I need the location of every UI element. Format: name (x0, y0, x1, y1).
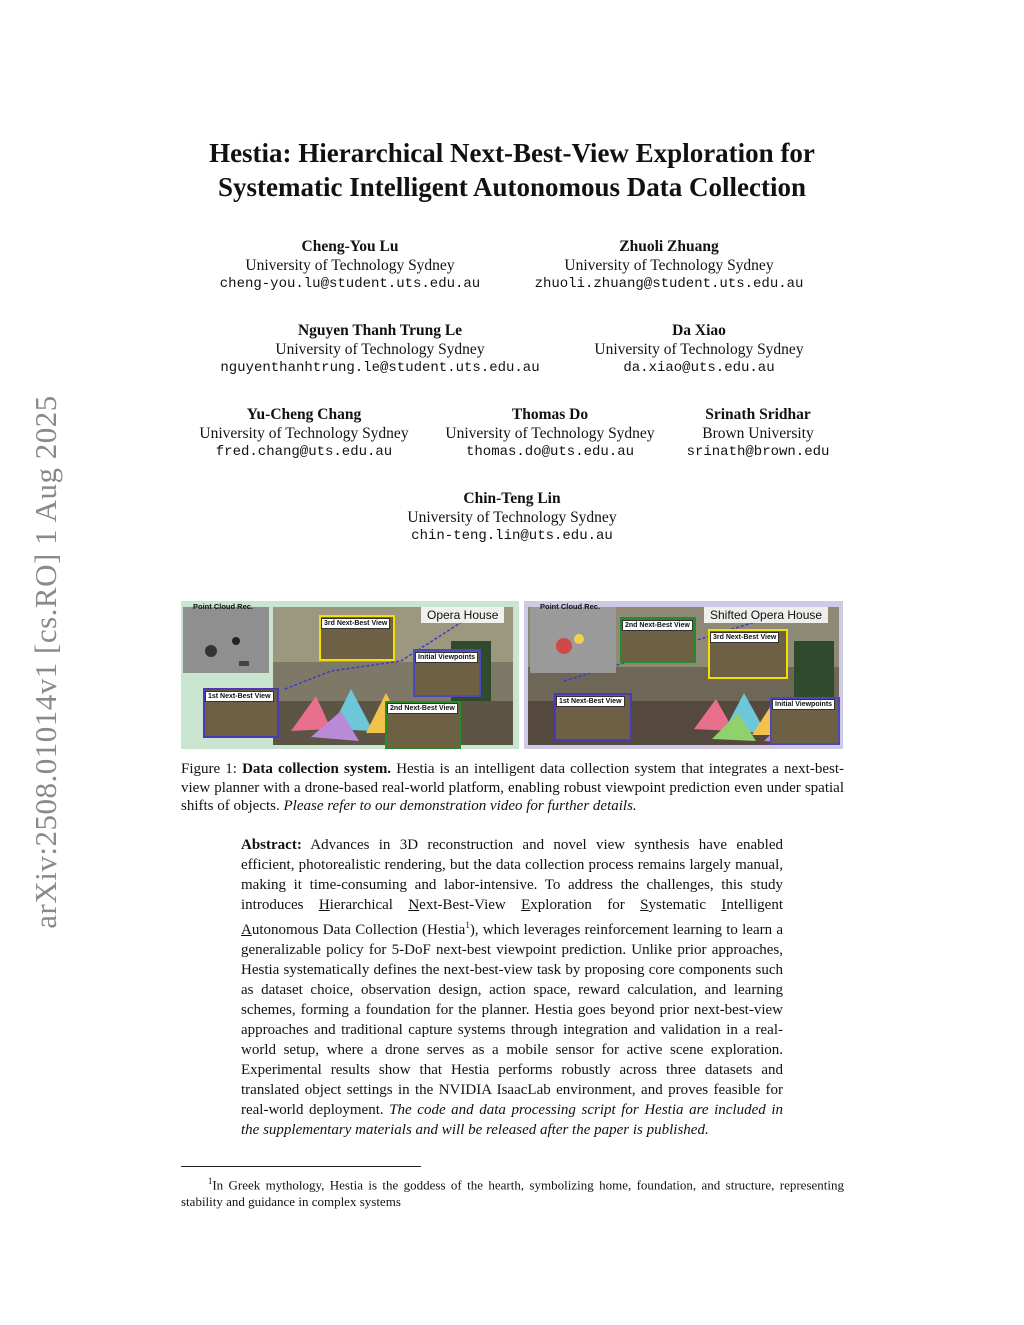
abstract (241, 835, 783, 1140)
abstract-italic: The code and data processing script for Hestia are included in the supplementary materials and will be released after the paper is published. (241, 1102, 783, 1138)
acronym-word: ntelligent (726, 897, 783, 913)
footnote-reference[interactable]: 1 (465, 920, 470, 930)
view-label: Initial Viewpoints (772, 699, 835, 710)
acronym-letter: S (640, 897, 649, 913)
abstract-text: Advances in 3D reconstruction and novel view synthesis have enabled efficient, photorealistic rendering, but the data collection process remains largely manual, making it time-consuming and labor-intensive. To address the challenges, this study introduces (241, 837, 783, 913)
acronym-letter: N (408, 897, 420, 913)
footnote (181, 1173, 844, 1210)
paper-title (150, 136, 874, 204)
footnote-mark: 1 (207, 1176, 213, 1186)
author-email[interactable]: srinath@brown.edu (686, 444, 830, 460)
author-email[interactable]: nguyenthanhtrung.le@student.uts.edu.au (220, 360, 540, 376)
author-affiliation: Brown University (702, 425, 814, 442)
author-block (382, 489, 642, 546)
footnote-divider (181, 1166, 421, 1167)
acronym-word: utonomous Data Collection (Hestia (251, 922, 466, 938)
author-name: Cheng-You Lu (301, 238, 399, 255)
author-email[interactable]: cheng-you.lu@student.uts.edu.au (219, 276, 481, 292)
author-block (200, 321, 560, 378)
author-email[interactable]: zhuoli.zhuang@student.uts.edu.au (534, 276, 804, 292)
author-affiliation: University of Technology Sydney (199, 425, 409, 442)
acronym-word: ierarchical (329, 897, 409, 913)
author-block (676, 405, 840, 462)
author-email[interactable]: da.xiao@uts.edu.au (623, 360, 775, 376)
point-cloud-label: Point Cloud Rec. (540, 602, 600, 611)
author-name: Chin-Teng Lin (463, 490, 561, 507)
title-line-2: Systematic Intelligent Autonomous Data Collection (218, 172, 806, 202)
author-email[interactable]: fred.chang@uts.edu.au (215, 444, 393, 460)
author-email[interactable]: chin-teng.lin@uts.edu.au (411, 528, 613, 544)
author-name: Thomas Do (511, 406, 589, 423)
abstract-text: ), which leverages reinforcement learning to learn a generalizable policy for 5-DoF next-best viewpoint prediction. Unlike prior approaches, Hestia systematically defines the next-best-view task by proposing core components such as dataset choice, observation design, action space, reward calculation, and learning schemes, forming a foundation for the planner. Hestia goes beyond prior next-best-view approaches and traditional capture systems through integration and validation in a real-world setup, where a drone serves as a mobile sensor for active scene exploration. Experimental results show that Hestia performs robustly across three datasets and translated object settings in the NVIDIA IsaacLab environment, and proves feasible for real-world deployment. (241, 922, 783, 1118)
caption-italic: Please refer to our demonstration video for further details. (283, 798, 637, 814)
view-label: 2nd Next-Best View (622, 620, 693, 631)
footnote-text: In Greek mythology, Hestia is the goddess of the hearth, symbolizing home, foundation, and structure, representing stability and guidance in complex systems (181, 1177, 845, 1210)
author-name: Nguyen Thanh Trung Le (297, 322, 463, 339)
caption-prefix: Figure 1: (181, 761, 243, 777)
acronym-word: ext-Best-View (419, 897, 522, 913)
acronym-word: ystematic (648, 897, 722, 913)
title-line-1: Hestia: Hierarchical Next-Best-View Exploration for (209, 138, 815, 168)
view-label: 1st Next-Best View (205, 691, 274, 702)
point-cloud-label: Point Cloud Rec. (193, 602, 253, 611)
arxiv-identifier: arXiv:2508.01014v1 [cs.RO] 1 Aug 2025 (28, 395, 63, 929)
caption-bold: Data collection system. (242, 761, 392, 777)
author-name: Srinath Sridhar (705, 406, 811, 423)
author-block (570, 321, 828, 378)
author-block (430, 405, 670, 462)
acronym-letter: I (721, 897, 727, 913)
author-block (514, 237, 824, 294)
author-name: Zhuoli Zhuang (619, 238, 719, 255)
acronym-word: xploration for (530, 897, 641, 913)
view-label: 2nd Next-Best View (387, 703, 458, 714)
figure-panel-opera-house (181, 601, 519, 749)
author-block (184, 405, 424, 462)
author-affiliation: University of Technology Sydney (407, 509, 617, 526)
author-affiliation: University of Technology Sydney (564, 257, 774, 274)
scene-title: Opera House (421, 607, 504, 623)
acronym-letter: A (241, 922, 252, 938)
view-label: 3rd Next-Best View (321, 618, 390, 629)
author-affiliation: University of Technology Sydney (445, 425, 655, 442)
figure-panel-shifted-opera-house (524, 601, 843, 749)
caption-text: Hestia is an intelligent data collection system that integrates a next-best-view planner with a drone-based real-world platform, enabling robust viewpoint prediction even under spatial shifts of objects. (181, 761, 844, 814)
view-label: Initial Viewpoints (415, 652, 478, 663)
scene-title: Shifted Opera House (704, 607, 828, 623)
author-email[interactable]: thomas.do@uts.edu.au (465, 444, 635, 460)
author-name: Da Xiao (672, 322, 726, 339)
figure-caption (181, 760, 844, 816)
view-label: 3rd Next-Best View (710, 632, 779, 643)
author-name: Yu-Cheng Chang (246, 406, 362, 423)
acronym-letter: E (521, 897, 531, 913)
author-affiliation: University of Technology Sydney (594, 341, 804, 358)
author-block (190, 237, 510, 294)
acronym-letter: H (318, 897, 330, 913)
author-affiliation: University of Technology Sydney (245, 257, 455, 274)
view-label: 1st Next-Best View (556, 696, 625, 707)
abstract-label: Abstract: (241, 837, 302, 853)
author-affiliation: University of Technology Sydney (275, 341, 485, 358)
